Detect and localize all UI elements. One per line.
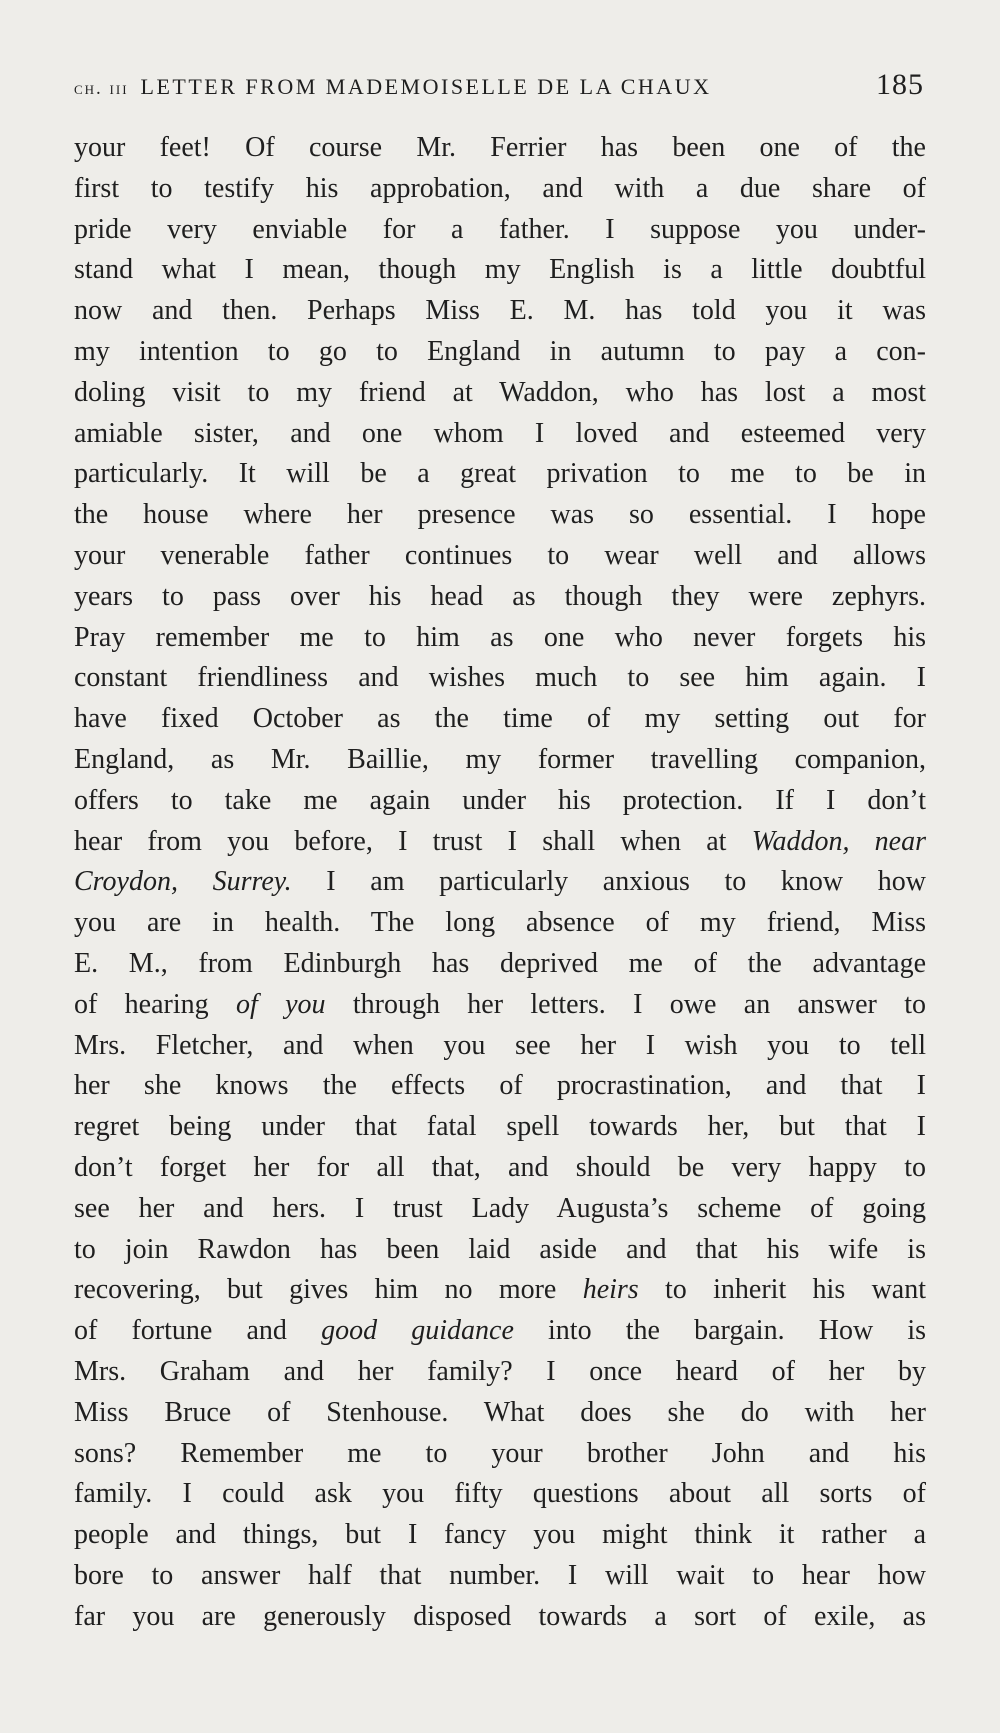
- text-line: [74, 536, 926, 577]
- text-run: pride very enviable for a father. I suppose you under-: [74, 213, 926, 245]
- text-run: Mrs. Graham and her family? I once heard of her by: [74, 1355, 926, 1387]
- text-run: sons? Remember me to your brother John and his: [74, 1437, 926, 1469]
- text-run: particularly. It will be a great privation to me to be in: [74, 458, 926, 490]
- text-line: [74, 210, 926, 251]
- text-line: [74, 414, 926, 455]
- text-run: don’t forget her for all that, and should be very happy to: [74, 1151, 926, 1183]
- text-line: [74, 1556, 926, 1597]
- text-run: Mrs. Fletcher, and when you see her I wish you to tell: [74, 1029, 926, 1061]
- text-line: [74, 1393, 926, 1434]
- italic-text: Croydon, Surrey.: [74, 866, 292, 898]
- running-head: [74, 68, 924, 106]
- text-run: to inherit his want: [638, 1274, 926, 1306]
- text-run: hear from you before, I trust I shall when at: [74, 825, 752, 857]
- text-line: [74, 862, 926, 903]
- text-line: [74, 699, 926, 740]
- text-run: people and things, but I fancy you might think it rather a: [74, 1519, 926, 1551]
- text-run: of fortune and: [74, 1315, 322, 1347]
- text-run: Miss Bruce of Stenhouse. What does she do with her: [74, 1396, 926, 1428]
- text-run: Pray remember me to him as one who never forgets his: [74, 621, 926, 653]
- text-run: I am particularly anxious to know how: [291, 866, 927, 898]
- text-run: now and then. Perhaps Miss E. M. has told you it was: [74, 295, 926, 327]
- page-number: 185: [876, 68, 924, 101]
- text-line: [74, 1434, 926, 1475]
- text-line: [74, 1311, 926, 1352]
- text-run: bore to answer half that number. I will wait to hear how: [74, 1559, 926, 1591]
- text-line: [74, 373, 926, 414]
- text-line: [74, 1148, 926, 1189]
- text-line: [74, 291, 926, 332]
- text-run: her she knows the effects of procrastination, and that I: [74, 1070, 926, 1102]
- text-line: [74, 1230, 926, 1271]
- text-run: England, as Mr. Baillie, my former travelling companion,: [74, 743, 926, 775]
- text-line: [74, 944, 926, 985]
- text-line: [74, 1107, 926, 1148]
- text-line: [74, 1515, 926, 1556]
- text-run: constant friendliness and wishes much to see him again. I: [74, 662, 926, 694]
- text-line: [74, 577, 926, 618]
- text-line: [74, 1066, 926, 1107]
- text-run: have fixed October as the time of my setting out for: [74, 703, 926, 735]
- letter-body-text: [74, 128, 926, 1637]
- text-run: doling visit to my friend at Waddon, who has lost a most: [74, 376, 926, 408]
- text-line: [74, 781, 926, 822]
- text-run: to join Rawdon has been laid aside and that his wife is: [74, 1233, 926, 1265]
- italic-text: good guidance: [321, 1315, 514, 1347]
- italic-text: of you: [235, 988, 326, 1020]
- text-line: [74, 1189, 926, 1230]
- text-run: into the bargain. How is: [513, 1315, 926, 1347]
- text-run: E. M., from Edinburgh has deprived me of the advantage: [74, 947, 926, 979]
- text-run: through her letters. I owe an answer to: [325, 988, 926, 1020]
- text-line: [74, 1474, 926, 1515]
- text-line: [74, 454, 926, 495]
- text-line: [74, 903, 926, 944]
- text-run: amiable sister, and one whom I loved and esteemed very: [74, 417, 926, 449]
- text-line: [74, 618, 926, 659]
- text-run: you are in health. The long absence of my friend, Miss: [74, 907, 926, 939]
- text-run: my intention to go to England in autumn to pay a con-: [74, 335, 926, 367]
- text-run: your feet! Of course Mr. Ferrier has been one of the: [74, 132, 926, 163]
- text-line: [74, 332, 926, 373]
- text-line: [74, 495, 926, 536]
- text-line: [74, 128, 926, 169]
- text-line: [74, 1597, 926, 1638]
- text-line: [74, 1352, 926, 1393]
- text-run: of hearing: [74, 988, 236, 1020]
- text-run: far you are generously disposed towards a sort of exile, as: [74, 1600, 926, 1632]
- italic-text: heirs: [582, 1274, 639, 1306]
- text-line: [74, 1270, 926, 1311]
- text-run: recovering, but gives him no more: [74, 1274, 583, 1306]
- text-line: [74, 250, 926, 291]
- text-line: [74, 658, 926, 699]
- chapter-label: ch. iii: [74, 78, 129, 99]
- running-title: LETTER FROM MADEMOISELLE DE LA CHAUX: [140, 74, 712, 99]
- text-run: family. I could ask you fifty questions about all sorts of: [74, 1478, 926, 1510]
- text-run: your venerable father continues to wear well and allows: [74, 539, 926, 571]
- text-run: see her and hers. I trust Lady Augusta’s scheme of going: [74, 1192, 926, 1224]
- text-run: offers to take me again under his protection. If I don’t: [74, 784, 926, 816]
- text-line: [74, 985, 926, 1026]
- text-line: [74, 740, 926, 781]
- text-run: first to testify his approbation, and with a due share of: [74, 172, 926, 204]
- italic-text: Waddon, near: [751, 825, 927, 857]
- text-line: [74, 169, 926, 210]
- text-run: stand what I mean, though my English is a little doubtful: [74, 254, 926, 286]
- text-run: regret being under that fatal spell towards her, but that I: [74, 1111, 926, 1143]
- text-line: [74, 822, 926, 863]
- text-run: the house where her presence was so essential. I hope: [74, 499, 926, 531]
- text-line: [74, 1026, 926, 1067]
- text-run: years to pass over his head as though they were zephyrs.: [74, 580, 926, 612]
